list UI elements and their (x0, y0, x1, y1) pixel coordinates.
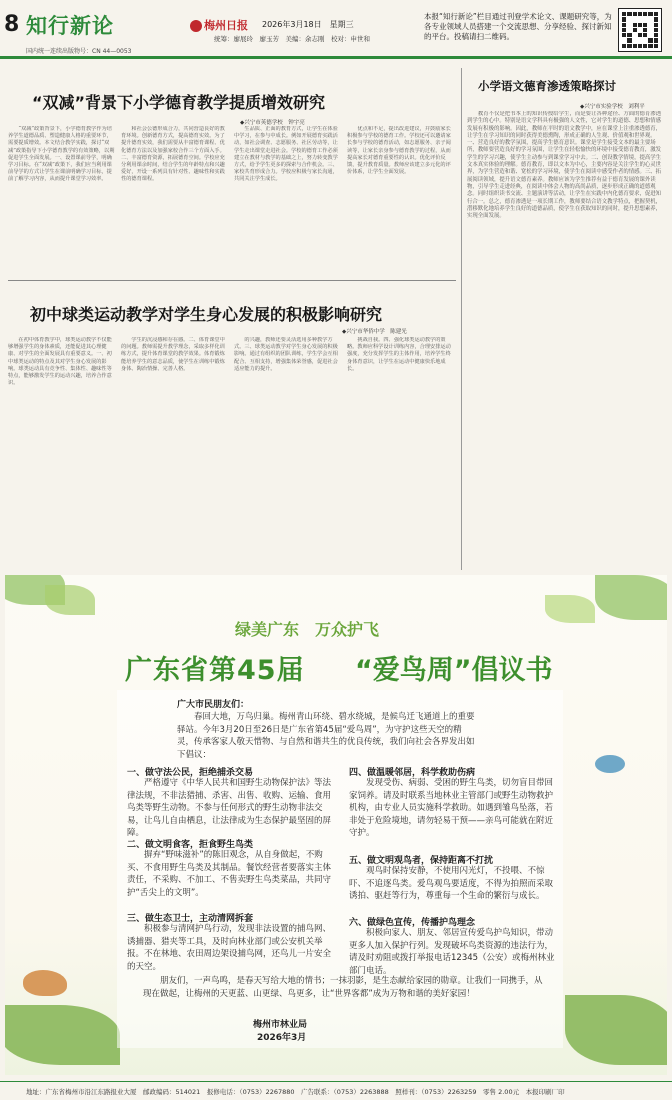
leaf-decoration (565, 995, 667, 1065)
poster-text-4: 发现受伤、病弱、受困的野生鸟类，切勿盲目带回家饲养。请及时联系当地林业主管部门或野生动物救护机构，由专业人员实施科学救助。如遇到雏鸟坠落，若非处于危险境地，请勿轻易干预——亲鸟可能就在附近守护。 (349, 778, 554, 838)
poster-text-2: 摒弃“野味滋补”的陈旧观念，从自身做起，不购买、不食用野生鸟类及其制品。餐饮经营者要落实主体责任，不采购、不加工、不售卖野生鸟类菜品，共同守护“舌尖上的文明”。 (127, 850, 332, 898)
qr-code-icon[interactable] (618, 8, 662, 52)
article3-title: 初中球类运动教学对学生身心发展的积极影响研究 (30, 305, 383, 324)
article3-author: ◆兴宁市华侨中学 陈建光 (342, 329, 407, 335)
cn-number: 国内统一连续出版物号：CN 44—0053 (26, 48, 132, 55)
page-number: 8 (4, 12, 20, 37)
logo-icon (190, 20, 202, 32)
article1-title: “双减”背景下小学德育教学提质增效研究 (32, 93, 326, 112)
article1-col4: 优点和不足，提出改进建议，并鼓励家长积极参与学校的德育工作。学校还可以邀请家长参与学校的德育活动，如志愿服务、亲子阅读等，让家长亲身参与德育教学的过程，从而提高家长对德育重要性的认识。优化评价反馈，提升教育质量。教师应该建立多元化的评价体系，让学生全面发展。 (347, 126, 451, 176)
leaf-decoration (545, 595, 595, 623)
header-rule (0, 56, 672, 59)
poster-text-3: 积极参与清网护鸟行动，发现非法设置的捕鸟网、诱捕器、猎夹等工具，及时向林业部门或公安机关举报。不在林地、农田周边架设捕鸟网，还鸟儿一片安全的天空。 (127, 924, 332, 972)
poster-greeting: 广大市民朋友们： (177, 700, 250, 710)
article1-col1: “双减”政策背景下，小学德育教学作为培养学生道德品质、塑造健康人格的重要环节，需要提质增效。本文结合教学实践，探讨“双减”政策指导下小学德育教学的有效策略，以期促进学生全面发展。一、设置课前导学，明确学习目标。在“双减”政策下，我们应当利用课前导学的方式让学生在课前明确学习目标，提前了解学习内容，从而提升课堂学习效率。 (8, 126, 115, 183)
poster-heading-3: 三、做生态卫士，主动清网拆套 (127, 914, 254, 924)
poster-text-6: 积极向家人、朋友、邻居宣传爱鸟护鸟知识，带动更多人加入保护行列。发现破坏鸟类资源的违法行为，请及时劝阻或拨打举报电话12345（公安）或梅州林业部门电话。 (349, 928, 555, 976)
issue-date: 2026年3月18日 星期三 (262, 20, 354, 29)
poster-text-5: 观鸟时保持安静，不使用闪光灯，不投喂、不惊吓、不追逐鸟类。爱鸟观鸟要适度，不得为拍照而采取诱拍、驱赶等行为，尊重每一个生命的繁衍与成长。 (349, 866, 554, 901)
section-title: 知行新论 (26, 14, 114, 38)
leaf-decoration (45, 585, 95, 615)
leaf-decoration (5, 1005, 120, 1065)
article3-col1: 在初中体育教学中，球类运动教学不仅能够增强学生的身体素质，还能促进其心理健康、对学生的全面发展具有重要意义。一、初中球类运动的特点及其对学生身心发展的影响。球类运动具有竞争性、集体性、趣味性等特点，能够激发学生的运动兴趣，培养合作意识。 (8, 337, 112, 387)
article2-body: 教育不仅是把书本上的知识传授给学生，而是要让各种途径、方面的德育渗透到学生的心中。特别是语文学科具有极强的人文性，它对学生的道德、思想和情感发展有积极的影响。因此，教师在平时的语文教学中，应在课堂上注重渗透德育，让学生在学习知识的同时获得美德熏陶，形成正确的人生观、价值观和世界观。一、营造良好的教学氛围，提高学生德育意识。课堂是学生接受文本的最主要场所，教师要营造良好的学习氛围，让学生在轻松愉快的环境中接受德育教育，激发学生的学习兴趣，使学生主动参与到课堂学习中去。二、创设教学情境，提高学生文本真实体验的理解。德育教育，即以文本为中心，主要内容是关注学生的心灵世界，为学生营造和谐、宽松的学习环境，使学生在阅读中感受作者的情感。三、拓展阅读领域，提升语文德育素养。教师应该为学生推荐有益于德育发展的课外读物，引导学生走进经典，在阅读中体会人物的高尚品质，逐步形成正确的道德观念。同时组织读书交流、主题演讲等活动，让学生在实践中内化德育要求，促进知行合一。总之，德育渗透是一项长期工作，教师要结合语文教学特点，把握契机，潜移默化地培养学生良好的道德品质，使学生在获取知识的同时，提升思想素养，实现全面发展。 (467, 111, 662, 220)
poster-date: 2026年3月 (257, 1033, 307, 1043)
article3-col3: 的兴趣，教师还要灵活选用多种教学方式。三、球类运动教学对学生身心发展的积极影响。通过有组织的团队训练，学生学会互相配合、互相支持，增强集体荣誉感，促进社会适应能力的提升。 (234, 337, 338, 372)
article1-col3: 生品质、正面的教育方式，让学生在体验中学习，在参与中成长。例如开展德育实践活动，如社会调查、志愿服务、社区劳动等，让学生走出课堂走进社会。学校的德育工作必须建立在教材与教学的基础之上，努力转变教学方式，给予学生更多的探索与合作机会。三、家校共育形成合力。学校应积极与家长沟通，共同关注学生成长。 (234, 126, 338, 183)
poster-heading-1: 一、做守法公民，拒绝捕杀交易 (127, 768, 254, 778)
bird-illustration-icon (23, 970, 67, 996)
poster-heading-4: 四、做温暖邻居，科学救助伤病 (349, 768, 476, 778)
column-divider (461, 68, 462, 570)
article1-author: ◆兴宁市英德学校 钟宇亮 (240, 120, 305, 126)
column-notice: 本报“知行新论”栏目通过刊登学术论文、课题研究等，为各专业领域人员搭建一个交流思想、分享经验、探讨新知的平台。投稿请扫二维码。 (424, 12, 612, 41)
article3-col2: 学生的沉浸感和存在感。二、体育课堂中的问题。教师需提升教学理念，采取多样化训练方式，提升体育课堂的教学效果。体育锻炼能培养学生的意志品质，使学生在训练中锻炼身体、陶冶情操、完善人格。 (121, 337, 225, 372)
article2-title: 小学语文德育渗透策略探讨 (478, 79, 616, 93)
poster-title-b: “爱鸟周”倡议书 (355, 655, 553, 686)
poster-slogan: 绿美广东 万众护飞 (235, 620, 380, 639)
poster-heading-2: 二、做文明食客，拒食野生鸟类 (127, 840, 254, 850)
poster-text-1: 严格遵守《中华人民共和国野生动物保护法》等法律法规，不非法猎捕、杀害、出售、收购、运输、食用鸟类等野生动物。不参与任何形式的野生动物非法交易，让鸟儿自由栖息，让法律成为生态保护最坚固的屏障。 (127, 778, 332, 838)
bird-illustration-icon (595, 755, 625, 773)
article1-col2: 和社会公德形成合力，共同营造良好的教育环境。创新德育方式，提高德育实效。为了提升德育实效，我们需要从丰富德育课程、优化德育方法以及加强家校合作三个方面入手。二、丰富德育资源，拓展德育空间。学校应充分利用课余时间，结合学生的年龄特点和兴趣爱好，开设一系列具有针对性、趣味性和实践性的德育课程。 (121, 126, 225, 183)
bird-week-poster (5, 575, 667, 1075)
article2-author: ◆兴宁市实验学校 刘利平 (580, 104, 645, 110)
newspaper-logo: 梅州日报 (190, 17, 248, 33)
article-divider (8, 280, 456, 281)
footer-info: 地址：广东省梅州市沿江东路报业大厦 邮政编码：514021 报修电话：（0753）2267880 广告联系：（0753）2263888 照样刊：（0753）2263259 零售 2.00元 本报印刷厂印 (0, 1081, 672, 1100)
poster-heading-6: 六、做绿色宣传，传播护鸟理念 (349, 918, 476, 928)
poster-signature: 梅州市林业局 (253, 1020, 308, 1030)
leaf-decoration (595, 575, 667, 620)
article3-col4: 挑战自我。四、强化球类运动教学的策略。教师应科学设计训练内容，合理安排运动强度，充分发挥学生的主体作用，培养学生终身体育意识，让学生在运动中健康快乐地成长。 (347, 337, 451, 372)
poster-heading-5: 五、做文明观鸟者，保持距离不打扰 (349, 856, 494, 866)
poster-closing: 朋友们，一声鸟鸣，是春天写给大地的情书；一抹羽影，是生态献给家园的勋章。让我们一同携手，从现在做起，让梅州的天更蓝、山更绿、鸟更多，让“世界客都”成为万物和谐的美好家园！ (143, 976, 543, 999)
poster-title-a: 广东省第45届 (125, 655, 305, 686)
masthead (0, 0, 672, 56)
poster-intro: 春回大地，万鸟归巢。梅州青山环绕、碧水绕城，是候鸟迁飞通道上的重要驿站。今年3月20日至26日是广东省第45届“爱鸟周”，为守护这些天空的精灵，传承客家人敬天惜物、与自然和谐共生的优良传统，我们向社会各界发出如下倡议： (177, 712, 475, 760)
editors-line: 统筹：廖展玲 廖玉芳 美编：余志刚 校对：申世和 (214, 35, 370, 43)
